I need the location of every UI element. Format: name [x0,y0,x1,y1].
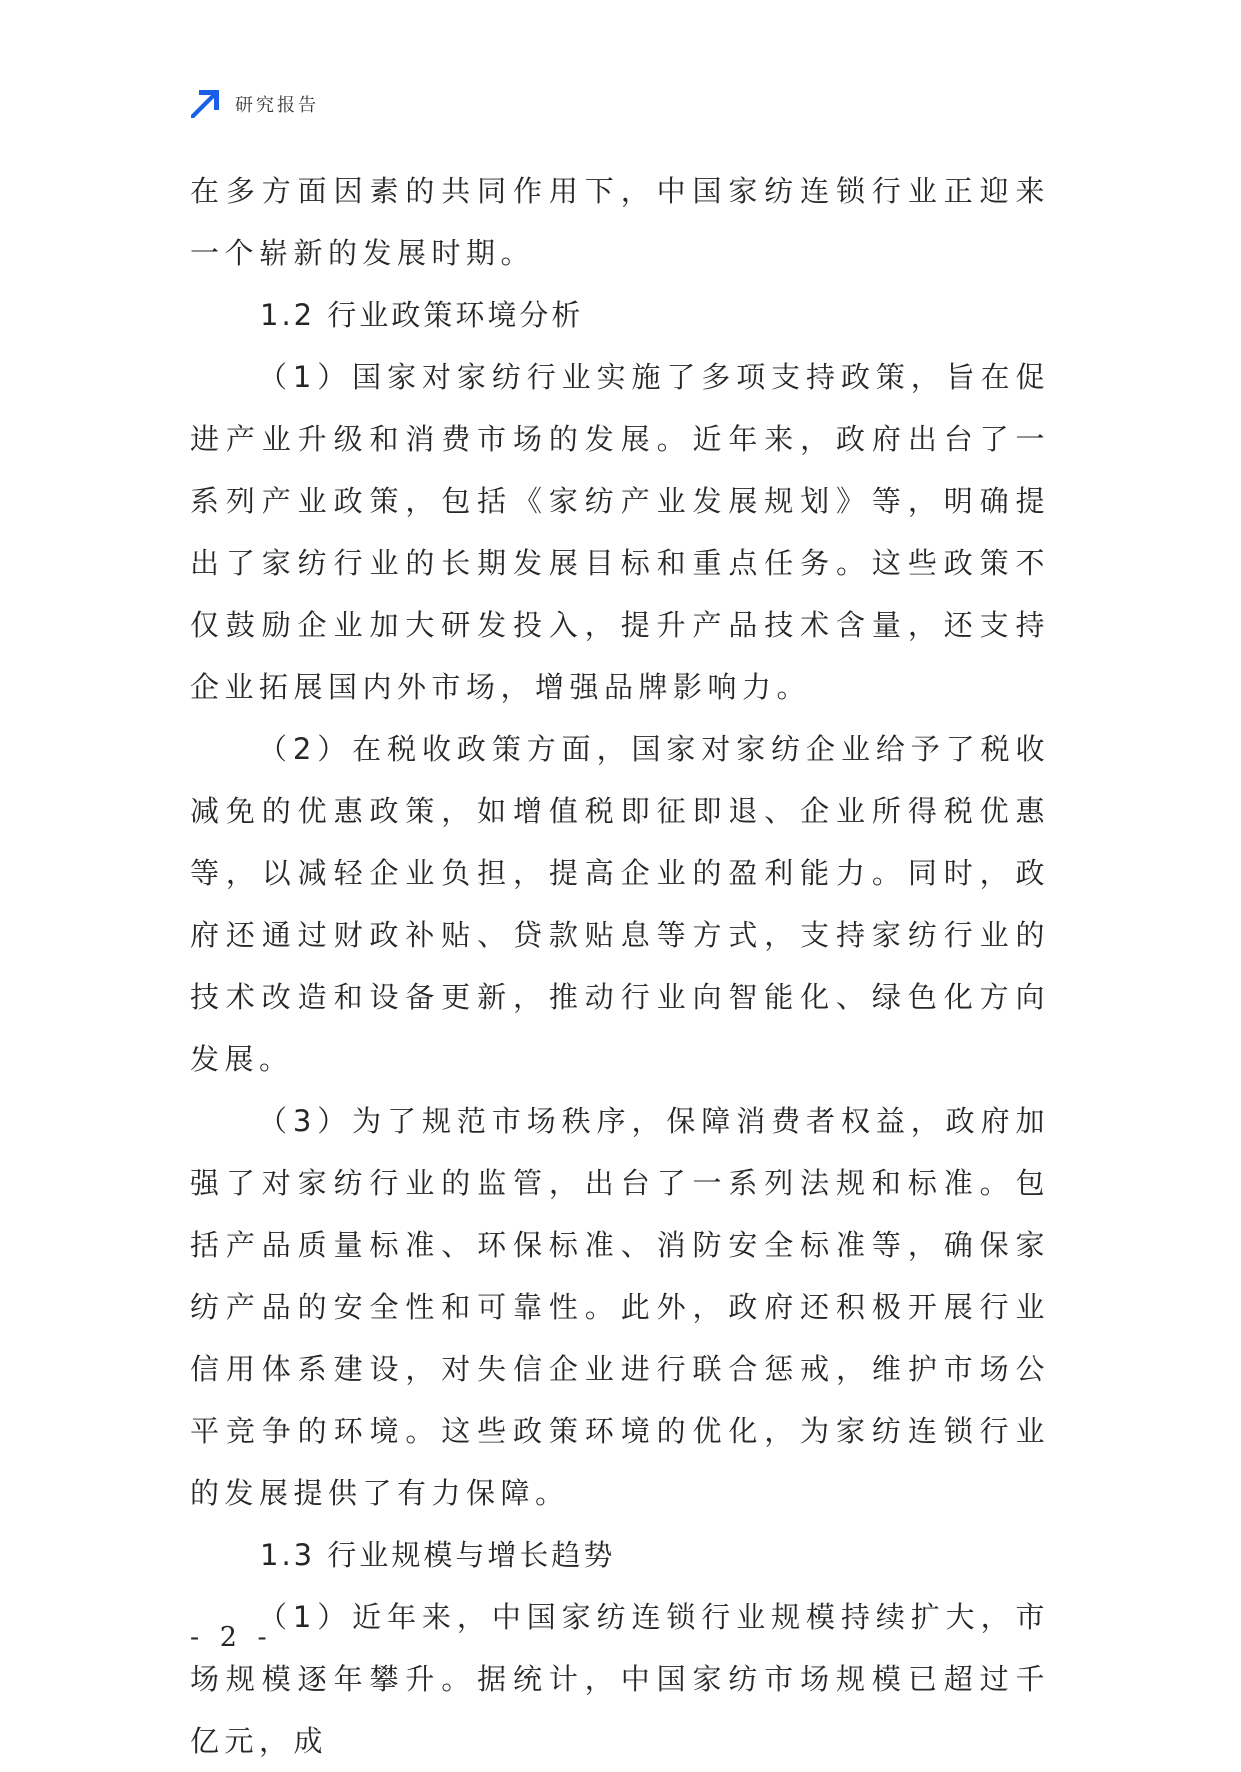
page-number: - 2 - [190,1622,273,1653]
section-heading-1-2: 1.2 行业政策环境分析 [260,298,584,332]
paragraph-policy-2: （2）在税收政策方面，国家对家纺企业给予了税收减免的优惠政策，如增值税即征即退、企业所得税优惠等，以减轻企业负担，提高企业的盈利能力。同时，政府还通过财政补贴、贷款贴息等方式，支持家纺行业的技术改造和设备更新，推动行业向智能化、绿色化方向发展。 [190,732,1050,1076]
report-header [189,86,319,122]
paragraph-policy-3: （3）为了规范市场秩序，保障消费者权益，政府加强了对家纺行业的监管，出台了一系列法规和标准。包括产品质量标准、环保标准、消防安全标准等，确保家纺产品的安全性和可靠性。此外，政府还积极开展行业信用体系建设，对失信企业进行联合惩戒，维护市场公平竞争的环境。这些政策环境的优化，为家纺连锁行业的发展提供了有力保障。 [190,1104,1050,1510]
header-title: 研究报告 [235,95,319,116]
arrow-up-right-icon [189,88,221,120]
paragraph-scale-1: （1）近年来，中国家纺连锁行业规模持续扩大，市场规模逐年攀升。据统计，中国家纺市场规模已超过千亿元，成 [190,1600,1050,1758]
document-body [190,160,1050,1772]
section-heading-1-3: 1.3 行业规模与增长趋势 [260,1538,616,1572]
paragraph-policy-1: （1）国家对家纺行业实施了多项支持政策，旨在促进产业升级和消费市场的发展。近年来，政府出台了一系列产业政策，包括《家纺产业发展规划》等，明确提出了家纺行业的长期发展目标和重点任务。这些政策不仅鼓励企业加大研发投入，提升产品技术含量，还支持企业拓展国内外市场，增强品牌影响力。 [190,360,1050,704]
paragraph-intro-continuation: 在多方面因素的共同作用下，中国家纺连锁行业正迎来一个崭新的发展时期。 [190,174,1050,270]
